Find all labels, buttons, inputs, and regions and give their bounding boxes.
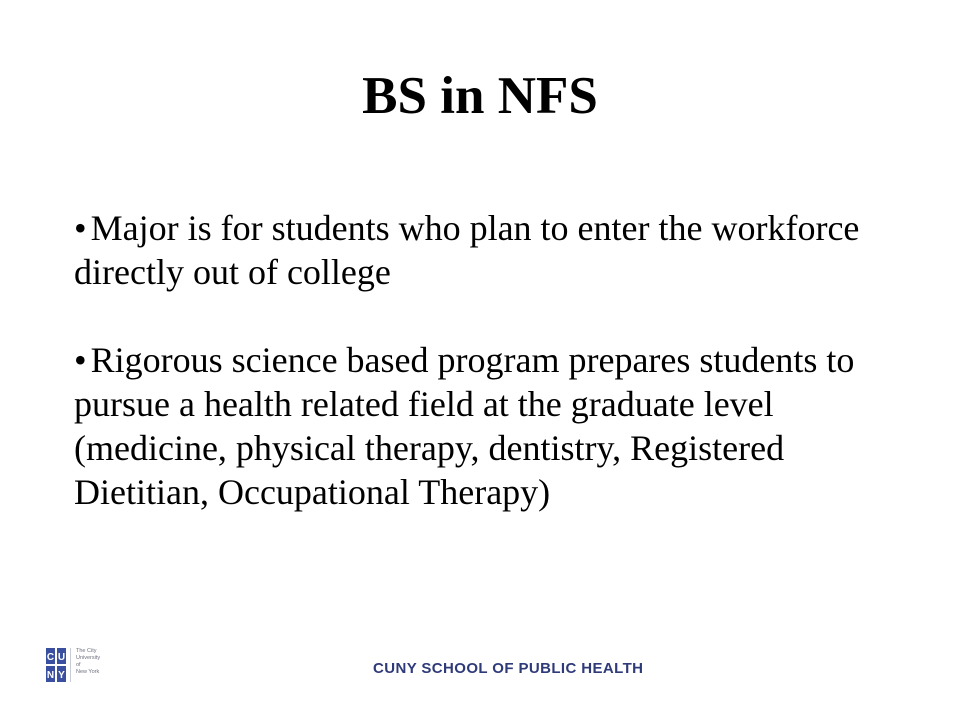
bullet-item: [74, 206, 904, 294]
logo-divider: [70, 648, 71, 682]
bullet-marker: •: [74, 208, 87, 248]
logo-text-line: The City: [76, 648, 97, 654]
bullet-marker: •: [74, 340, 87, 380]
slide-title: BS in NFS: [362, 67, 598, 125]
logo-text-line: New York: [76, 669, 100, 675]
footer: [0, 640, 960, 700]
school-name: CUNY SCHOOL OF PUBLIC HEALTH: [373, 660, 644, 677]
logo-letter: C: [46, 652, 55, 663]
cuny-logo: [46, 648, 166, 688]
logo-text-line: University: [76, 655, 101, 661]
logo-letter: Y: [58, 670, 65, 681]
bullet-item: [74, 338, 904, 514]
logo-wordmark: [76, 648, 136, 676]
bullet-text: Major is for students who plan to enter the workforce directly out of college: [74, 208, 860, 292]
cuny-logo-mark-icon: [46, 648, 66, 682]
logo-letter: N: [46, 670, 55, 681]
logo-letter: U: [57, 652, 66, 663]
logo-text-line: of: [76, 662, 81, 668]
bullet-text: Rigorous science based program prepares students to pursue a health related field at the graduate level (medicine, physical therapy, dentistry, Registered Dietitian, Occupational Therapy): [74, 340, 855, 512]
bullet-list: [74, 206, 904, 558]
